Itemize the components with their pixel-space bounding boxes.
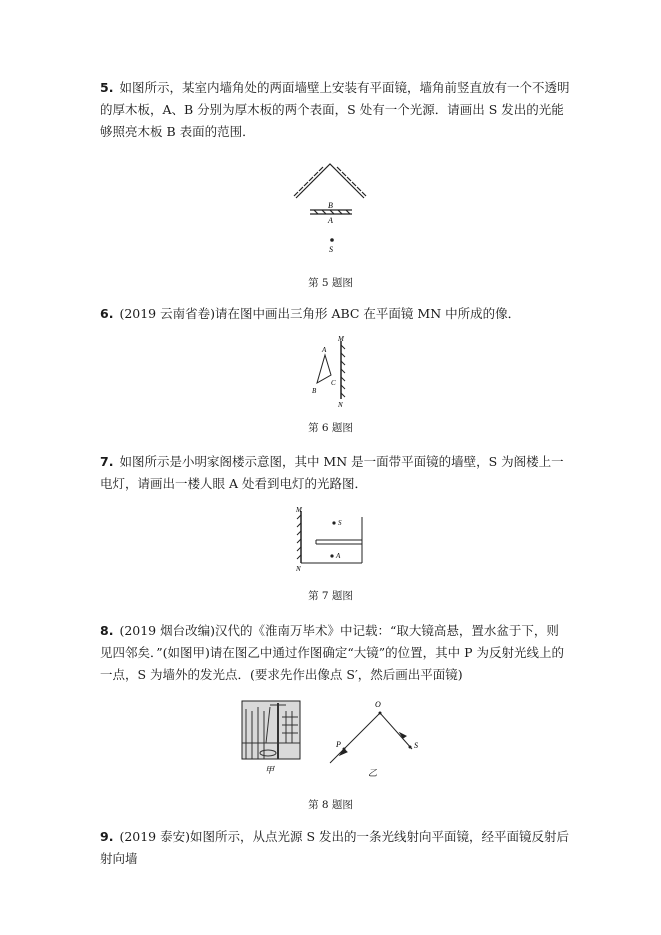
question-7: [100, 451, 570, 495]
question-number: 5.: [100, 80, 114, 95]
question-6: [100, 303, 570, 325]
figure-7-caption: 第 7 题图: [308, 590, 353, 602]
label-a: A: [336, 552, 341, 560]
question-text: (2019 云南省卷)请在图中画出三角形 ABC 在平面镜 MN 中所成的像．: [119, 306, 521, 321]
label-m: M: [338, 335, 344, 343]
label-b: B: [328, 201, 333, 210]
figure-8-caption: 第 8 题图: [308, 799, 353, 811]
question-9: [100, 826, 570, 870]
label-m: M: [296, 506, 302, 514]
label-yi: 乙: [368, 768, 378, 778]
illustration-jia: [242, 701, 300, 759]
label-c: C: [331, 379, 336, 387]
figure-8: [240, 697, 420, 782]
label-n: N: [296, 565, 301, 573]
figure-7: [292, 503, 367, 573]
label-a: A: [328, 216, 333, 225]
label-s: S: [338, 519, 342, 527]
question-5: [100, 77, 570, 143]
figure-5-caption: 第 5 题图: [308, 277, 353, 289]
label-a: A: [322, 346, 327, 354]
label-jia: 甲: [265, 765, 275, 775]
question-text: (2019 泰安)如图所示，从点光源 S 发出的一条光线射向平面镜，经平面镜反射后射向墙: [100, 829, 569, 866]
question-text: 如图所示，某室内墙角处的两面墙壁上安装有平面镜，墙角前竖直放有一个不透明的厚木板，A、B 分别为厚木板的两个表面，S 处有一个光源．请画出 S 发出的光能够照亮木板 B 表面的范围．: [100, 80, 570, 139]
question-8: [100, 620, 570, 686]
question-number: 9.: [100, 829, 114, 844]
question-number: 8.: [100, 623, 114, 638]
label-n: N: [338, 401, 343, 409]
label-b: B: [312, 387, 317, 395]
question-number: 6.: [100, 306, 114, 321]
question-text: (2019 烟台改编)汉代的《淮南万毕术》中记载：“取大镜高悬，置水盆于下，则见四邻矣．”(如图甲)请在图乙中通过作图确定“大镜”的位置，其中 P 为反射光线上的一点，S 为墙外的发光点．(要求先作出像点 S′，然后画出平面镜): [100, 623, 565, 682]
label-s: S: [329, 245, 333, 254]
figure-6: [305, 335, 355, 410]
label-p: P: [336, 740, 341, 749]
question-number: 7.: [100, 454, 114, 469]
light-source-dot: [330, 238, 334, 242]
figure-5: [290, 160, 370, 255]
figure-6-caption: 第 6 题图: [308, 422, 353, 434]
label-s: S: [414, 741, 418, 750]
question-text: 如图所示是小明家阁楼示意图，其中 MN 是一面带平面镜的墙壁，S 为阁楼上一电灯，请画出一楼人眼 A 处看到电灯的光路图．: [100, 454, 564, 491]
label-o: O: [375, 700, 381, 709]
